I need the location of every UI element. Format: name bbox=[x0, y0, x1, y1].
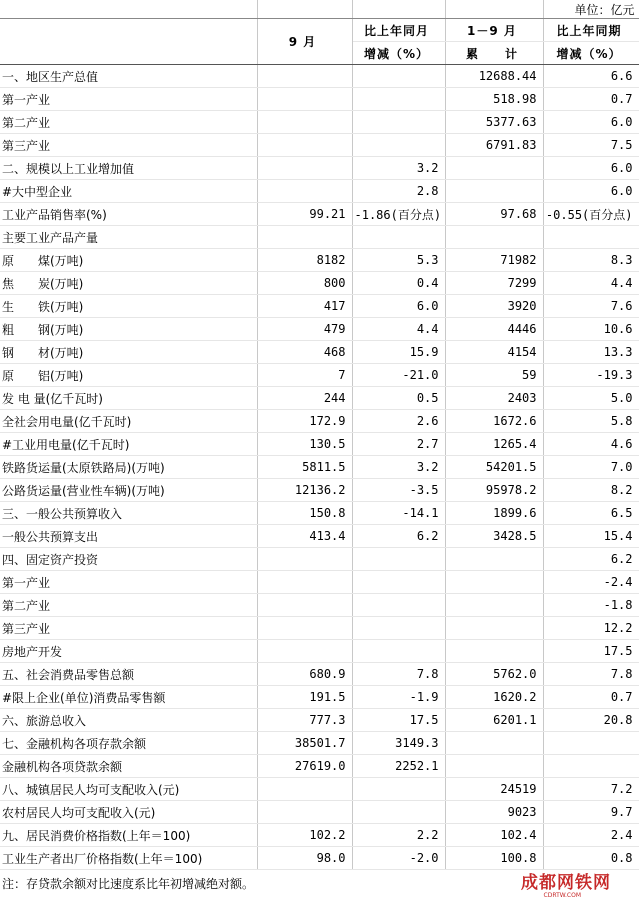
row-label: 八、城镇居民人均可支配收入(元) bbox=[0, 778, 257, 801]
cell-yoy: 4.4 bbox=[352, 318, 445, 341]
table-row bbox=[0, 847, 639, 870]
cell-cumulative bbox=[445, 755, 543, 778]
table-row bbox=[0, 571, 639, 594]
cell-september: 98.0 bbox=[257, 847, 352, 870]
table-row bbox=[0, 617, 639, 640]
table-row bbox=[0, 479, 639, 502]
cell-yoy: 2.7 bbox=[352, 433, 445, 456]
cell-cumulative-yoy: 6.0 bbox=[543, 111, 639, 134]
cell-cumulative-yoy: 9.7 bbox=[543, 801, 639, 824]
cell-cumulative: 9023 bbox=[445, 801, 543, 824]
cell-cumulative-yoy: 10.6 bbox=[543, 318, 639, 341]
cell-cumulative: 97.68 bbox=[445, 203, 543, 226]
cell-yoy: -1.86(百分点) bbox=[352, 203, 445, 226]
cell-cumulative bbox=[445, 594, 543, 617]
cell-cumulative: 6791.83 bbox=[445, 134, 543, 157]
cell-september: 130.5 bbox=[257, 433, 352, 456]
cell-cumulative-yoy: 12.2 bbox=[543, 617, 639, 640]
cell-cumulative bbox=[445, 548, 543, 571]
cell-september: 244 bbox=[257, 387, 352, 410]
table-row bbox=[0, 755, 639, 778]
cell-cumulative-yoy: 7.0 bbox=[543, 456, 639, 479]
cell-september: 172.9 bbox=[257, 410, 352, 433]
table-row bbox=[0, 65, 639, 88]
cell-cumulative-yoy: -0.55(百分点) bbox=[543, 203, 639, 226]
row-label: 二、规模以上工业增加值 bbox=[0, 157, 257, 180]
cell-yoy: 2.2 bbox=[352, 824, 445, 847]
cell-cumulative: 3920 bbox=[445, 295, 543, 318]
cell-cumulative bbox=[445, 640, 543, 663]
cell-cumulative-yoy: 6.0 bbox=[543, 180, 639, 203]
cell-cumulative: 5377.63 bbox=[445, 111, 543, 134]
row-label: 七、金融机构各项存款余额 bbox=[0, 732, 257, 755]
cell-cumulative: 1899.6 bbox=[445, 502, 543, 525]
row-label: 第一产业 bbox=[0, 88, 257, 111]
table-row bbox=[0, 732, 639, 755]
table-row bbox=[0, 502, 639, 525]
cell-cumulative: 54201.5 bbox=[445, 456, 543, 479]
table-row bbox=[0, 709, 639, 732]
row-label: 第二产业 bbox=[0, 594, 257, 617]
cell-september bbox=[257, 548, 352, 571]
watermark-logo: 成都网铁网 bbox=[521, 873, 611, 893]
header-cum-bottom: 累 计 bbox=[445, 42, 543, 65]
cell-yoy: 0.5 bbox=[352, 387, 445, 410]
table-row bbox=[0, 594, 639, 617]
table-row bbox=[0, 456, 639, 479]
cell-september: 5811.5 bbox=[257, 456, 352, 479]
row-label: 焦 炭(万吨) bbox=[0, 272, 257, 295]
table-row bbox=[0, 778, 639, 801]
row-label: 原 煤(万吨) bbox=[0, 249, 257, 272]
cell-september bbox=[257, 594, 352, 617]
cell-cumulative-yoy: 6.6 bbox=[543, 65, 639, 88]
row-label: 第二产业 bbox=[0, 111, 257, 134]
cell-yoy: 2.8 bbox=[352, 180, 445, 203]
table-row bbox=[0, 88, 639, 111]
cell-yoy bbox=[352, 778, 445, 801]
cell-september bbox=[257, 617, 352, 640]
cell-cumulative-yoy: 8.2 bbox=[543, 479, 639, 502]
table-row bbox=[0, 686, 639, 709]
header-september: 9 月 bbox=[257, 19, 352, 65]
row-label: 铁路货运量(太原铁路局)(万吨) bbox=[0, 456, 257, 479]
cell-cumulative: 5762.0 bbox=[445, 663, 543, 686]
cell-september: 38501.7 bbox=[257, 732, 352, 755]
cell-cumulative-yoy: -19.3 bbox=[543, 364, 639, 387]
row-label: 四、固定资产投资 bbox=[0, 548, 257, 571]
table-row bbox=[0, 663, 639, 686]
cell-september bbox=[257, 88, 352, 111]
cell-cumulative-yoy: 0.8 bbox=[543, 847, 639, 870]
cell-cumulative-yoy: 7.6 bbox=[543, 295, 639, 318]
table-row bbox=[0, 134, 639, 157]
cell-september: 99.21 bbox=[257, 203, 352, 226]
cell-september: 777.3 bbox=[257, 709, 352, 732]
cell-september bbox=[257, 65, 352, 88]
cell-cumulative-yoy: 4.4 bbox=[543, 272, 639, 295]
cell-cumulative-yoy: 6.2 bbox=[543, 548, 639, 571]
cell-september: 8182 bbox=[257, 249, 352, 272]
cell-yoy: 0.4 bbox=[352, 272, 445, 295]
cell-yoy bbox=[352, 801, 445, 824]
cell-cumulative-yoy: 17.5 bbox=[543, 640, 639, 663]
row-label: 发 电 量(亿千瓦时) bbox=[0, 387, 257, 410]
table-row bbox=[0, 525, 639, 548]
row-label: 金融机构各项贷款余额 bbox=[0, 755, 257, 778]
row-label: 粗 钢(万吨) bbox=[0, 318, 257, 341]
cell-cumulative: 71982 bbox=[445, 249, 543, 272]
cell-yoy bbox=[352, 617, 445, 640]
cell-september bbox=[257, 571, 352, 594]
cell-cumulative: 1620.2 bbox=[445, 686, 543, 709]
watermark-sub: CDRTW.COM bbox=[543, 892, 581, 899]
cell-cumulative: 1265.4 bbox=[445, 433, 543, 456]
row-label: #大中型企业 bbox=[0, 180, 257, 203]
cell-september: 102.2 bbox=[257, 824, 352, 847]
cell-cumulative-yoy: 15.4 bbox=[543, 525, 639, 548]
row-label: 工业产品销售率(%) bbox=[0, 203, 257, 226]
cell-yoy bbox=[352, 226, 445, 249]
cell-cumulative-yoy: 7.8 bbox=[543, 663, 639, 686]
cell-yoy bbox=[352, 134, 445, 157]
header-cum-top: 1－9 月 bbox=[445, 19, 543, 42]
cell-cumulative-yoy: -2.4 bbox=[543, 571, 639, 594]
cell-yoy bbox=[352, 65, 445, 88]
row-label: 第三产业 bbox=[0, 134, 257, 157]
cell-cumulative: 6201.1 bbox=[445, 709, 543, 732]
cell-september bbox=[257, 180, 352, 203]
table-row bbox=[0, 364, 639, 387]
cell-cumulative: 7299 bbox=[445, 272, 543, 295]
table-row bbox=[0, 295, 639, 318]
row-label: 第三产业 bbox=[0, 617, 257, 640]
table-row bbox=[0, 203, 639, 226]
unit-row bbox=[0, 0, 639, 19]
cell-september: 27619.0 bbox=[257, 755, 352, 778]
cell-september bbox=[257, 134, 352, 157]
cell-september bbox=[257, 801, 352, 824]
table-row bbox=[0, 272, 639, 295]
row-label: 六、旅游总收入 bbox=[0, 709, 257, 732]
row-label: 生 铁(万吨) bbox=[0, 295, 257, 318]
header-yoy-top: 比上年同月 bbox=[352, 19, 445, 42]
cell-cumulative: 95978.2 bbox=[445, 479, 543, 502]
row-label: 原 铝(万吨) bbox=[0, 364, 257, 387]
row-label: 一般公共预算支出 bbox=[0, 525, 257, 548]
cell-yoy: 5.3 bbox=[352, 249, 445, 272]
header-cum-yoy-bottom: 增减（%） bbox=[543, 42, 639, 65]
cell-september: 150.8 bbox=[257, 502, 352, 525]
cell-september bbox=[257, 226, 352, 249]
row-label: #限上企业(单位)消费品零售额 bbox=[0, 686, 257, 709]
cell-cumulative-yoy: 2.4 bbox=[543, 824, 639, 847]
cell-yoy bbox=[352, 640, 445, 663]
unit-label: 单位：亿元 bbox=[543, 0, 639, 19]
cell-cumulative-yoy: 7.5 bbox=[543, 134, 639, 157]
cell-cumulative: 1672.6 bbox=[445, 410, 543, 433]
row-label: 第一产业 bbox=[0, 571, 257, 594]
header-cum-yoy-top: 比上年同期 bbox=[543, 19, 639, 42]
cell-cumulative bbox=[445, 157, 543, 180]
cell-yoy: 6.2 bbox=[352, 525, 445, 548]
cell-cumulative: 100.8 bbox=[445, 847, 543, 870]
cell-september: 413.4 bbox=[257, 525, 352, 548]
table-row bbox=[0, 226, 639, 249]
table-row bbox=[0, 410, 639, 433]
header-label-column bbox=[0, 19, 257, 65]
row-label: 钢 材(万吨) bbox=[0, 341, 257, 364]
cell-september bbox=[257, 640, 352, 663]
cell-september bbox=[257, 778, 352, 801]
cell-cumulative: 24519 bbox=[445, 778, 543, 801]
row-label: 五、社会消费品零售总额 bbox=[0, 663, 257, 686]
cell-cumulative-yoy: 0.7 bbox=[543, 88, 639, 111]
cell-september: 468 bbox=[257, 341, 352, 364]
table-row bbox=[0, 433, 639, 456]
cell-cumulative-yoy: 20.8 bbox=[543, 709, 639, 732]
cell-september: 191.5 bbox=[257, 686, 352, 709]
cell-cumulative-yoy: -1.8 bbox=[543, 594, 639, 617]
cell-yoy: 2252.1 bbox=[352, 755, 445, 778]
table-row bbox=[0, 387, 639, 410]
row-label: 全社会用电量(亿千瓦时) bbox=[0, 410, 257, 433]
cell-september bbox=[257, 111, 352, 134]
cell-september: 680.9 bbox=[257, 663, 352, 686]
cell-cumulative: 4154 bbox=[445, 341, 543, 364]
cell-cumulative-yoy: 0.7 bbox=[543, 686, 639, 709]
cell-yoy: 3.2 bbox=[352, 456, 445, 479]
cell-september: 479 bbox=[257, 318, 352, 341]
row-label: 公路货运量(营业性车辆)(万吨) bbox=[0, 479, 257, 502]
cell-september bbox=[257, 157, 352, 180]
cell-cumulative: 3428.5 bbox=[445, 525, 543, 548]
cell-yoy bbox=[352, 594, 445, 617]
cell-yoy bbox=[352, 571, 445, 594]
cell-cumulative-yoy bbox=[543, 226, 639, 249]
cell-cumulative bbox=[445, 571, 543, 594]
cell-yoy: 15.9 bbox=[352, 341, 445, 364]
cell-cumulative-yoy: 5.8 bbox=[543, 410, 639, 433]
cell-cumulative-yoy: 4.6 bbox=[543, 433, 639, 456]
cell-september: 800 bbox=[257, 272, 352, 295]
cell-yoy: -3.5 bbox=[352, 479, 445, 502]
cell-yoy bbox=[352, 111, 445, 134]
cell-cumulative: 59 bbox=[445, 364, 543, 387]
cell-cumulative-yoy bbox=[543, 755, 639, 778]
table-row bbox=[0, 157, 639, 180]
cell-yoy: -1.9 bbox=[352, 686, 445, 709]
row-label: 九、居民消费价格指数(上年＝100) bbox=[0, 824, 257, 847]
table-row bbox=[0, 111, 639, 134]
cell-cumulative: 518.98 bbox=[445, 88, 543, 111]
cell-september: 7 bbox=[257, 364, 352, 387]
table-row bbox=[0, 249, 639, 272]
cell-cumulative-yoy: 5.0 bbox=[543, 387, 639, 410]
cell-cumulative-yoy: 7.2 bbox=[543, 778, 639, 801]
cell-yoy: 3149.3 bbox=[352, 732, 445, 755]
cell-cumulative-yoy bbox=[543, 732, 639, 755]
cell-september: 417 bbox=[257, 295, 352, 318]
header-yoy-bottom: 增减（%） bbox=[352, 42, 445, 65]
row-label: 主要工业产品产量 bbox=[0, 226, 257, 249]
row-label: 一、地区生产总值 bbox=[0, 65, 257, 88]
table-row bbox=[0, 318, 639, 341]
header-row-top bbox=[0, 19, 639, 42]
cell-cumulative-yoy: 6.0 bbox=[543, 157, 639, 180]
table-row bbox=[0, 801, 639, 824]
table-row bbox=[0, 548, 639, 571]
cell-yoy bbox=[352, 88, 445, 111]
cell-cumulative bbox=[445, 732, 543, 755]
cell-cumulative: 12688.44 bbox=[445, 65, 543, 88]
cell-cumulative-yoy: 6.5 bbox=[543, 502, 639, 525]
cell-cumulative bbox=[445, 617, 543, 640]
cell-yoy bbox=[352, 548, 445, 571]
footnote: 注：存贷款余额对比速度系比年初增减绝对额。 bbox=[0, 870, 639, 897]
row-label: 农村居民人均可支配收入(元) bbox=[0, 801, 257, 824]
cell-yoy: 7.8 bbox=[352, 663, 445, 686]
row-label: 房地产开发 bbox=[0, 640, 257, 663]
cell-yoy: 6.0 bbox=[352, 295, 445, 318]
cell-yoy: 17.5 bbox=[352, 709, 445, 732]
table-row bbox=[0, 341, 639, 364]
cell-cumulative-yoy: 8.3 bbox=[543, 249, 639, 272]
table-row bbox=[0, 640, 639, 663]
row-label: 工业生产者出厂价格指数(上年＝100) bbox=[0, 847, 257, 870]
table-row bbox=[0, 180, 639, 203]
cell-yoy: 3.2 bbox=[352, 157, 445, 180]
cell-yoy: -14.1 bbox=[352, 502, 445, 525]
cell-cumulative: 4446 bbox=[445, 318, 543, 341]
cell-cumulative: 2403 bbox=[445, 387, 543, 410]
table-row bbox=[0, 824, 639, 847]
cell-cumulative bbox=[445, 180, 543, 203]
cell-cumulative: 102.4 bbox=[445, 824, 543, 847]
cell-yoy: -21.0 bbox=[352, 364, 445, 387]
cell-cumulative bbox=[445, 226, 543, 249]
cell-yoy: -2.0 bbox=[352, 847, 445, 870]
cell-september: 12136.2 bbox=[257, 479, 352, 502]
cell-yoy: 2.6 bbox=[352, 410, 445, 433]
row-label: #工业用电量(亿千瓦时) bbox=[0, 433, 257, 456]
row-label: 三、一般公共预算收入 bbox=[0, 502, 257, 525]
cell-cumulative-yoy: 13.3 bbox=[543, 341, 639, 364]
